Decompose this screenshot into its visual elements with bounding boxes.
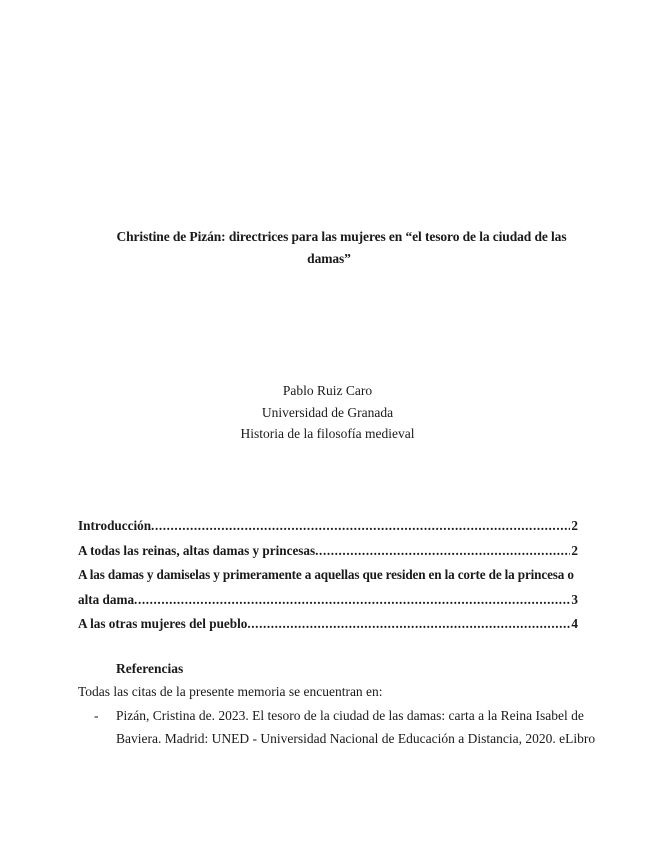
- toc-entry-page: 2: [571, 542, 578, 558]
- author-name: Pablo Ruiz Caro: [282, 383, 373, 398]
- toc-leader-dots: [315, 539, 570, 564]
- toc-entry-introduccion[interactable]: [78, 514, 578, 539]
- toc-leader-dots: [151, 514, 570, 539]
- toc-leader-dots: [247, 612, 570, 637]
- toc-entry-damas-line-1[interactable]: A las damas y damiselas y primeramente a aquellas que residen en la corte de la princesa o: [78, 567, 574, 582]
- toc-entry-title: A las otras mujeres del pueblo: [78, 616, 248, 631]
- document-title: [78, 226, 580, 270]
- toc-entry-title: A todas las reinas, altas damas y princesas: [78, 542, 316, 558]
- toc-entry-page: 2: [571, 518, 578, 533]
- toc-entry-reinas[interactable]: [78, 539, 578, 564]
- author-course: Historia de la filosofía medieval: [240, 426, 415, 441]
- toc-entry-title: Introducción: [78, 518, 152, 533]
- toc-entry-damas[interactable]: [78, 588, 578, 613]
- author-block: [0, 380, 655, 445]
- title-line-1: Christine de Pizán: directrices para las mujeres en “el tesoro de la ciudad de las: [116, 229, 567, 244]
- toc-leader-dots: [134, 588, 570, 613]
- table-of-contents: [78, 514, 578, 637]
- references-heading: Referencias: [116, 661, 184, 676]
- title-line-2: damas”: [307, 251, 351, 266]
- bullet-dash: -: [94, 708, 99, 723]
- toc-entry-title: alta dama: [78, 591, 135, 607]
- bibliography-text: [116, 704, 596, 750]
- references-intro: Todas las citas de la presente memoria se encuentran en:: [78, 684, 383, 699]
- toc-entry-page: 3: [571, 591, 578, 607]
- bibliography-line-2: Baviera. Madrid: UNED - Universidad Nacional de Educación a Distancia, 2020. eLibro: [116, 731, 596, 746]
- toc-entry-page: 4: [571, 616, 578, 631]
- bibliography-item: [94, 704, 596, 750]
- toc-entry-pueblo[interactable]: [78, 612, 578, 637]
- bibliography-line-1: Pizán, Cristina de. 2023. El tesoro de la ciudad de las damas: carta a la Reina Isabel de: [116, 708, 584, 723]
- author-university: Universidad de Granada: [261, 404, 394, 420]
